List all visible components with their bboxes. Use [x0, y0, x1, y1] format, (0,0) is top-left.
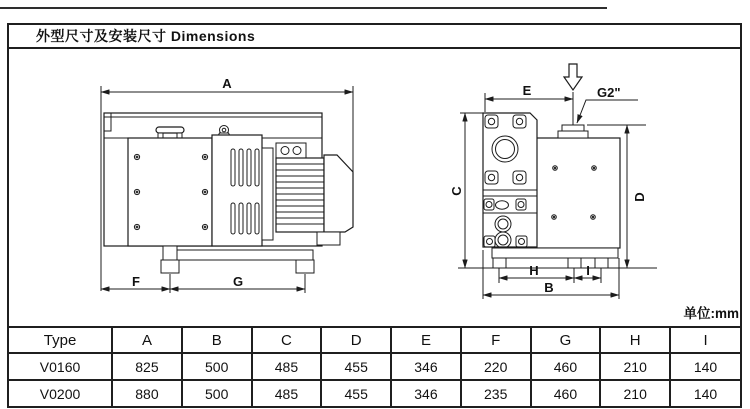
column-header-a: A	[112, 327, 182, 353]
table-row	[9, 353, 740, 380]
column-header-e: E	[391, 327, 461, 353]
dim-label-g: G	[232, 274, 244, 289]
column-header-d: D	[321, 327, 391, 353]
column-header-g: G	[531, 327, 601, 353]
dimension-value: 346	[391, 353, 461, 380]
section-title-bar	[9, 25, 740, 49]
dimension-value: 460	[531, 380, 601, 406]
dimension-value: 880	[112, 380, 182, 406]
dimension-value: 500	[182, 353, 252, 380]
column-header-b: B	[182, 327, 252, 353]
dim-label-i: I	[586, 263, 590, 278]
column-header-f: F	[461, 327, 531, 353]
dimension-value: 485	[252, 380, 322, 406]
dim-label-a: A	[222, 76, 232, 91]
dimension-value: 346	[391, 380, 461, 406]
dimension-value: 500	[182, 380, 252, 406]
dimension-value: 485	[252, 353, 322, 380]
column-header-h: H	[600, 327, 670, 353]
port-size-label: G2"	[597, 85, 621, 100]
dim-label-d: D	[632, 192, 647, 202]
model-name: V0200	[9, 380, 112, 406]
dimension-value: 140	[670, 380, 740, 406]
dimension-value: 210	[600, 353, 670, 380]
content-frame	[7, 23, 742, 408]
dim-label-b: B	[544, 280, 554, 295]
dim-label-c: C	[449, 186, 464, 196]
dim-label-e: E	[522, 83, 532, 98]
dimension-value: 825	[112, 353, 182, 380]
column-header-c: C	[252, 327, 322, 353]
table-row	[9, 380, 740, 406]
dimensions-table	[9, 326, 740, 406]
column-header-type: Type	[9, 327, 112, 353]
dimension-value: 455	[321, 353, 391, 380]
unit-label: 单位:mm	[683, 306, 739, 321]
dimension-value: 140	[670, 353, 740, 380]
drawing-area	[9, 49, 740, 326]
model-name: V0160	[9, 353, 112, 380]
dimension-value: 460	[531, 353, 601, 380]
dimension-value: 210	[600, 380, 670, 406]
dim-label-h: H	[529, 263, 539, 278]
dimension-value: 235	[461, 380, 531, 406]
column-header-i: I	[670, 327, 740, 353]
page-title: 外型尺寸及安装尺寸 Dimensions	[36, 28, 256, 44]
dimension-value: 220	[461, 353, 531, 380]
top-divider	[0, 7, 607, 9]
dim-label-f: F	[132, 274, 140, 289]
dimension-value: 455	[321, 380, 391, 406]
table-header-row	[9, 327, 740, 353]
